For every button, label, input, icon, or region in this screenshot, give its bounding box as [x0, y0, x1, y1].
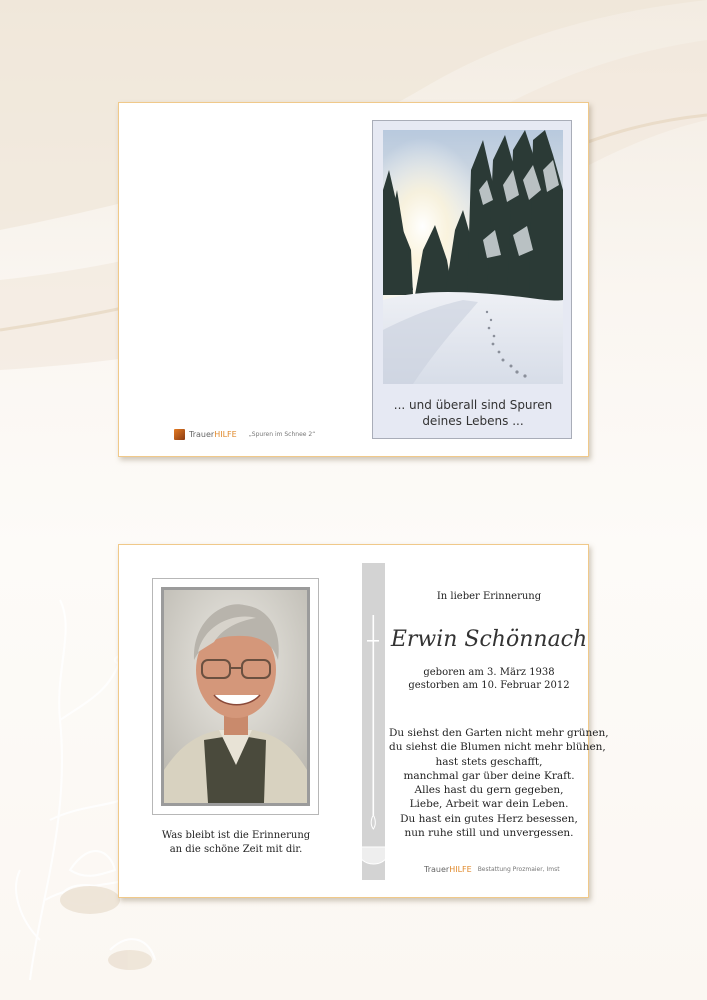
life-dates [389, 666, 589, 692]
brand-name-plain: Trauer [189, 430, 215, 439]
footer-brand-plain: Trauer [424, 865, 450, 874]
poem-line: Du siehst den Garten nicht mehr grünen, [389, 727, 609, 739]
card-front [118, 102, 589, 457]
brand-name-accent: HILFE [214, 430, 237, 439]
poem-line: Du hast ein gutes Herz besessen, [400, 812, 578, 825]
memorial-bar [362, 563, 385, 880]
poem-line: du siehst die Blumen nicht mehr blühen, [389, 741, 606, 754]
funeral-company: Bestattung Prozmaier, Imst [477, 866, 560, 873]
caption-line-2: deines Lebens ... [422, 414, 524, 428]
poem-line: Liebe, Arbeit war dein Leben. [409, 798, 569, 811]
death-date: gestorben am 10. Februar 2012 [408, 680, 570, 691]
portrait-photo [161, 587, 310, 806]
product-name: „Spuren im Schnee 2“ [248, 431, 316, 438]
quote-line-2: an die schöne Zeit mit dir. [169, 844, 303, 855]
brand-logo-inside [424, 865, 560, 874]
cover-panel [372, 120, 572, 439]
poem-line: nun ruhe still und unvergessen. [404, 827, 574, 840]
snow-forest-image [383, 130, 563, 384]
poem-line: hast stets geschafft, [435, 755, 543, 768]
caption-line-1: ... und überall sind Spuren [393, 398, 553, 412]
portrait-frame [152, 578, 319, 815]
portrait-image [164, 590, 307, 803]
card-inside [118, 544, 609, 898]
brand-logo-front [174, 429, 315, 440]
footer-brand-accent: HILFE [449, 865, 472, 874]
quote-line-1: Was bleibt ist die Erinnerung [161, 830, 311, 841]
traurhilfe-logo-icon [174, 429, 185, 440]
poem [389, 726, 609, 840]
heading: In lieber Erinnerung [436, 591, 542, 602]
birth-date: geboren am 3. März 1938 [423, 667, 555, 678]
poem-line: Alles hast du gern gegeben, [414, 784, 564, 797]
deceased-name: Erwin Schönnach [390, 627, 588, 652]
poem-line: manchmal gar über deine Kraft. [403, 769, 575, 782]
cross-and-candle [362, 563, 385, 880]
